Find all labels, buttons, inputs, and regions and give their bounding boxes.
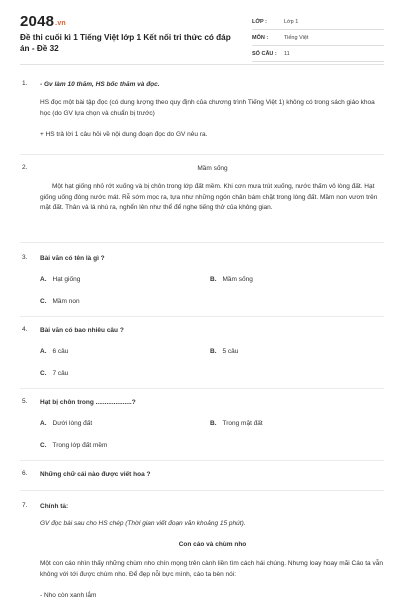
answer-option-b[interactable]: B. 5 câu xyxy=(210,348,239,355)
question-6-text: Những chữ cái nào được viết hoa ? xyxy=(40,471,151,478)
question-4-text: Bài văn có bao nhiêu câu ? xyxy=(40,327,124,334)
question-1-instruction: - Gv làm 10 thăm, HS bốc thăm và đọc. xyxy=(40,81,160,88)
question-number: 2. xyxy=(22,164,28,171)
divider xyxy=(20,460,384,461)
question-number: 7. xyxy=(22,502,28,509)
question-3-text: Bài văn có tên là gì ? xyxy=(40,255,105,262)
question-1-paragraph-2: + HS trả lời 1 câu hỏi về nội dung đoạn đọc do GV nêu ra. xyxy=(40,131,208,138)
passage-line: - Nho còn xanh lắm xyxy=(40,592,97,599)
divider xyxy=(20,388,384,389)
meta-row-grade xyxy=(252,14,384,30)
meta-row-subject xyxy=(252,30,384,46)
divider xyxy=(20,316,384,317)
question-number: 4. xyxy=(22,326,28,333)
answer-option-b[interactable]: B. Mầm sống xyxy=(210,276,253,283)
divider xyxy=(20,242,384,243)
answer-option-b[interactable]: B. Trong mặt đất xyxy=(210,420,263,427)
header-divider xyxy=(20,64,384,65)
question-7-instruction: GV đọc bài sau cho HS chép (Thời gian viết đoạn văn khoảng 15 phút). xyxy=(40,520,246,527)
question-number: 6. xyxy=(22,470,28,477)
answer-option-a[interactable]: A. 6 câu xyxy=(40,348,69,355)
meta-label: SỐ CÂU : xyxy=(252,50,277,57)
meta-value: Lớp 1 xyxy=(284,18,299,25)
question-number: 5. xyxy=(22,398,28,405)
exam-meta xyxy=(252,14,384,62)
meta-value: 11 xyxy=(284,50,290,57)
passage-text: Một con cáo nhìn thấy những chùm nho chín mọng trên cành liền tìm cách hái chúng. Nhưng loay hoay mãi Cáo ta vẫn không với tới được chùm nho. Để đẹp nỗi bực mình, cáo ta bèn nói: xyxy=(40,560,383,578)
answer-option-a[interactable]: A. Hạt giống xyxy=(40,276,81,283)
passage-text: Một hạt giống nhỏ rớt xuống và bị chôn trong lớp đất mềm. Khi cơn mưa trút xuống, nước thấm vô lòng đất. Hạt giống uống đóng nước mát. Rễ sớm mọc ra, tựa như những ngón chân bám chặt trong lòng đất. Mầm non vươn trên mặt đất. Thân và lá nhú ra, nghển lên như thể để nghe tiếng thở của không gian. xyxy=(40,183,378,211)
meta-row-count xyxy=(252,46,384,62)
answer-option-c[interactable]: C. 7 câu xyxy=(40,370,69,377)
passage-title: Mầm sống xyxy=(197,165,228,172)
question-number: 3. xyxy=(22,254,28,261)
divider xyxy=(20,154,384,155)
answer-option-c[interactable]: C. Mầm non xyxy=(40,298,80,305)
divider xyxy=(20,490,384,491)
passage-title: Con cáo và chùm nho xyxy=(178,541,247,548)
meta-label: LỚP : xyxy=(252,18,267,25)
header xyxy=(0,0,400,66)
page-title: Đề thi cuối kì 1 Tiếng Việt lớp 1 Kết nối tri thức có đáp án - Đề 32 xyxy=(20,33,231,53)
question-7-text: Chính tả: xyxy=(40,503,69,510)
question-number: 1. xyxy=(22,80,28,87)
answer-option-a[interactable]: A. Dưới lòng đất xyxy=(40,420,93,427)
meta-label: MÔN : xyxy=(252,34,269,41)
answer-option-c[interactable]: C. Trong lớp đất mềm xyxy=(40,442,108,449)
question-5-text: Hạt bị chôn trong ....................? xyxy=(40,399,136,406)
site-logo[interactable]: 2048.vn xyxy=(20,13,66,30)
meta-value: Tiếng Việt xyxy=(284,34,309,41)
question-1-paragraph: HS đọc một bài tập đọc (có dung lượng theo quy định của chương trình Tiếng Việt 1) không có trong sách giáo khoa học (do GV lựa chọn và chuẩn bị trước) xyxy=(40,99,375,117)
